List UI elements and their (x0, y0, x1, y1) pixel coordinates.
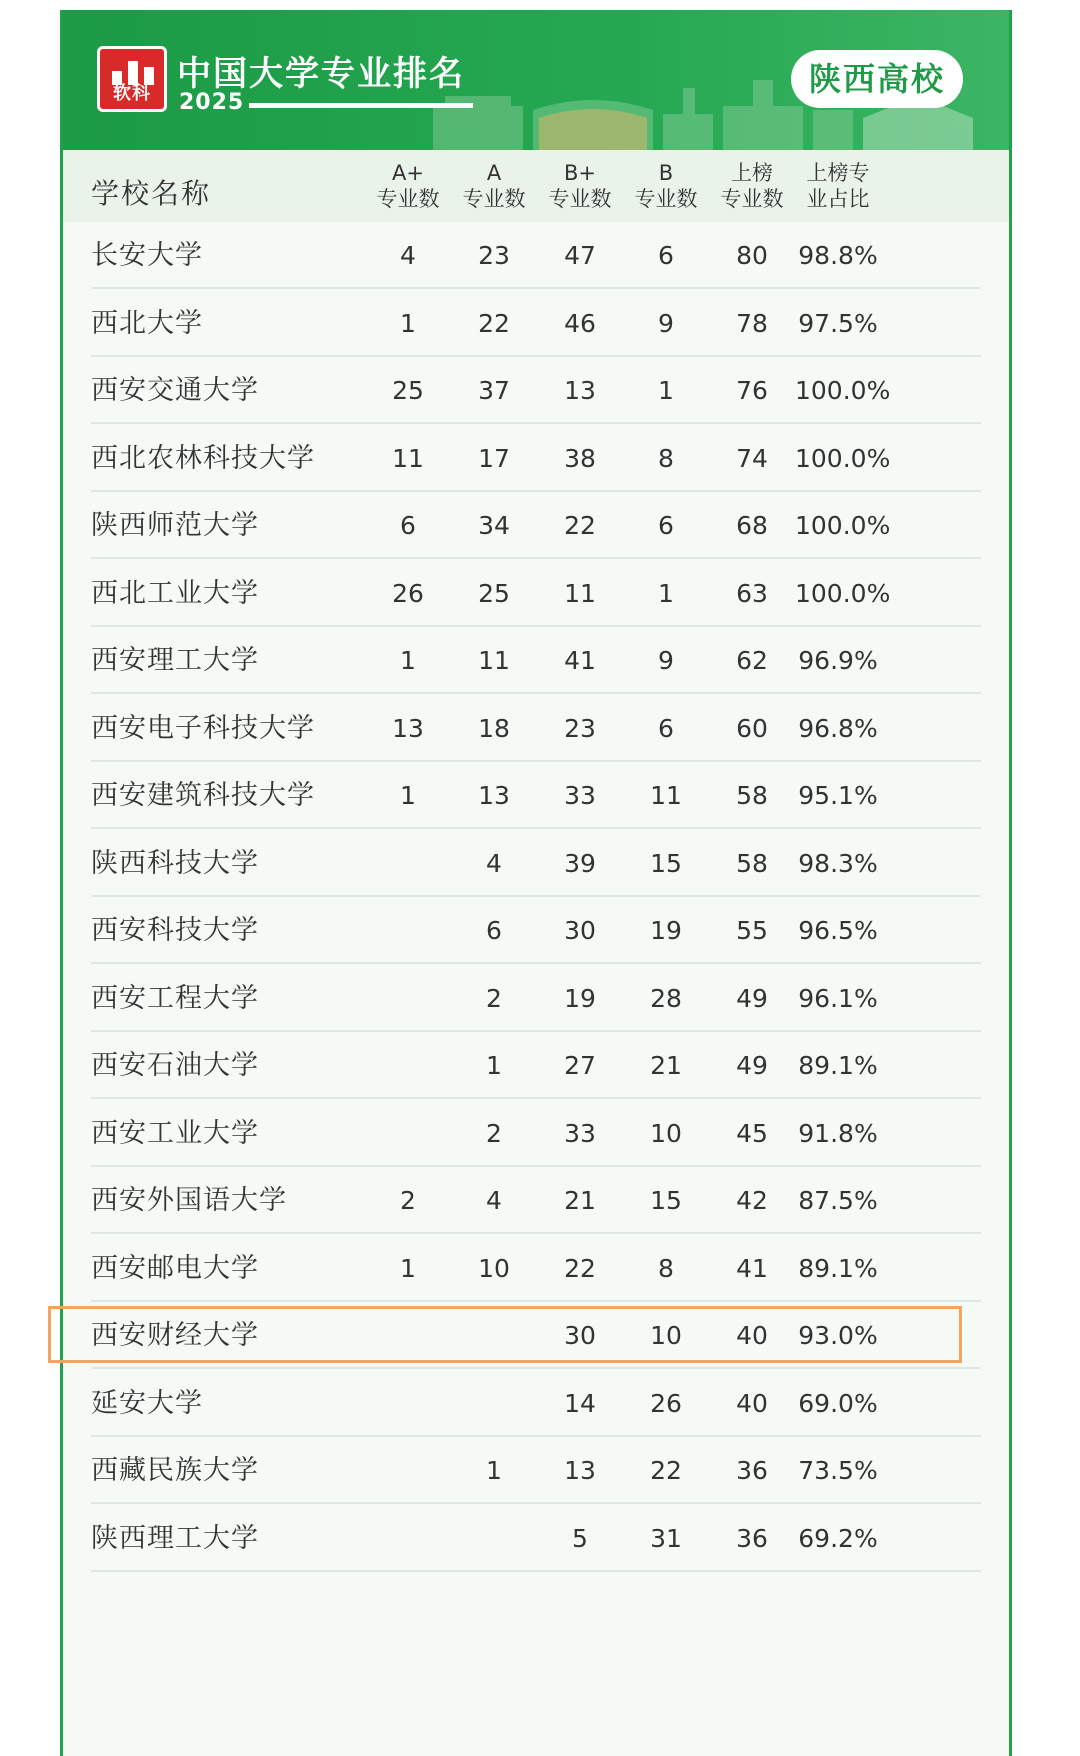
cell-aplus (365, 1437, 451, 1504)
school-name: 西藏民族大学 (91, 1455, 259, 1486)
cell-ratio: 100.0% (795, 578, 891, 608)
cell-listed: 62 (736, 646, 768, 675)
school-name: 西安外国语大学 (91, 1185, 287, 1216)
cell-a: 6 (486, 916, 502, 945)
cell-ratio: 95.1% (798, 781, 878, 810)
cell-a: 10 (478, 1253, 510, 1283)
school-name: 西安工业大学 (91, 1117, 259, 1149)
cell-ratio: 96.8% (798, 713, 878, 743)
cell-ratio: 73.5% (798, 1456, 878, 1485)
cell-listed: 49 (736, 1051, 768, 1080)
cell-b: 6 (658, 713, 674, 743)
table-row (63, 492, 1009, 559)
cell-b: 21 (650, 1051, 682, 1080)
school-name: 西安理工大学 (91, 645, 259, 676)
header-ratio-line2: 业占比 (806, 187, 870, 211)
cell-b: 10 (650, 1321, 682, 1350)
cell-ratio: 89.1% (798, 1253, 878, 1283)
cell-listed: 58 (736, 781, 768, 810)
cell-aplus: 26 (392, 578, 424, 608)
header-listed-line1: 上榜 (731, 161, 773, 185)
table-row (63, 695, 1009, 762)
school-name: 西北大学 (91, 307, 203, 339)
table-row (63, 1370, 1009, 1437)
header-aplus-line1: A+ (392, 161, 424, 185)
cell-aplus: 13 (392, 713, 424, 743)
cell-ratio: 98.3% (798, 848, 878, 878)
header-b-line2: 专业数 (634, 187, 698, 211)
cell-aplus (365, 965, 451, 1032)
header-b (623, 160, 709, 212)
title-underline (249, 103, 473, 108)
cell-ratio: 69.0% (798, 1388, 878, 1418)
cell-listed: 40 (736, 1321, 768, 1350)
cell-b: 31 (650, 1523, 682, 1553)
cell-a: 1 (486, 1456, 502, 1485)
cell-bplus: 13 (564, 376, 596, 405)
cell-aplus (365, 830, 451, 897)
table-row (63, 560, 1009, 627)
cell-listed: 78 (736, 308, 768, 338)
table-row (63, 1235, 1009, 1302)
cell-bplus: 13 (564, 1456, 596, 1485)
cell-a: 11 (478, 646, 510, 675)
cell-a: 18 (478, 713, 510, 743)
ranking-year: 2025 (179, 90, 245, 115)
school-name: 陕西师范大学 (91, 510, 259, 541)
school-name: 西安邮电大学 (91, 1252, 259, 1284)
table-row (63, 627, 1009, 694)
school-name: 西北农林科技大学 (91, 442, 315, 474)
cell-listed: 58 (736, 848, 768, 878)
cell-listed: 80 (736, 241, 768, 270)
cell-bplus: 19 (564, 983, 596, 1013)
cell-bplus: 22 (564, 1253, 596, 1283)
cell-b: 9 (658, 646, 674, 675)
cell-aplus: 4 (400, 241, 416, 270)
cell-a (451, 1370, 537, 1437)
cell-listed: 63 (736, 578, 768, 608)
table-row (63, 762, 1009, 829)
header-ratio (795, 160, 881, 212)
cell-b: 1 (658, 376, 674, 405)
header-bplus (537, 160, 623, 212)
cell-bplus: 30 (564, 1321, 596, 1350)
cell-bplus: 30 (564, 916, 596, 945)
cell-ratio: 89.1% (798, 1051, 878, 1080)
highlight-box (48, 1306, 962, 1363)
table-row (63, 1100, 1009, 1167)
cell-b: 9 (658, 308, 674, 338)
cell-listed: 55 (736, 916, 768, 945)
cell-a: 1 (486, 1051, 502, 1080)
cell-b: 6 (658, 511, 674, 540)
page-title: 中国大学专业排名 (177, 54, 465, 94)
cell-bplus: 23 (564, 713, 596, 743)
cell-a: 13 (478, 781, 510, 810)
cell-a: 22 (478, 308, 510, 338)
cell-listed: 49 (736, 983, 768, 1013)
cell-ratio: 100.0% (795, 376, 891, 405)
table-row (63, 357, 1009, 424)
header-bplus-line1: B+ (563, 161, 596, 185)
header-listed (709, 160, 795, 212)
cell-a: 25 (478, 578, 510, 608)
cell-listed: 36 (736, 1456, 768, 1485)
cell-bplus: 46 (564, 308, 596, 338)
cell-aplus: 6 (400, 511, 416, 540)
school-name: 西安财经大学 (91, 1320, 259, 1351)
school-name: 西安工程大学 (91, 982, 259, 1014)
cell-aplus: 1 (400, 308, 416, 338)
cell-b: 11 (650, 781, 682, 810)
cell-b: 28 (650, 983, 682, 1013)
cell-ratio: 69.2% (798, 1523, 878, 1553)
header-listed-line2: 专业数 (720, 187, 784, 211)
cell-b: 15 (650, 848, 682, 878)
cell-ratio: 96.1% (798, 983, 878, 1013)
cell-listed: 60 (736, 713, 768, 743)
cell-listed: 68 (736, 511, 768, 540)
cell-aplus (365, 1032, 451, 1099)
cell-aplus: 1 (400, 1253, 416, 1283)
table-row (63, 1167, 1009, 1234)
header-aplus-line2: 专业数 (376, 187, 440, 211)
cell-listed: 45 (736, 1118, 768, 1148)
cell-a (451, 1505, 537, 1572)
school-name: 西安石油大学 (91, 1050, 259, 1081)
cell-b: 15 (650, 1186, 682, 1215)
table-row (63, 1437, 1009, 1504)
cell-a: 17 (478, 443, 510, 473)
cell-bplus: 39 (564, 848, 596, 878)
cell-b: 19 (650, 916, 682, 945)
school-name: 长安大学 (91, 240, 203, 271)
cell-a: 37 (478, 376, 510, 405)
header-aplus (365, 160, 451, 212)
header-a (451, 160, 537, 212)
cell-bplus: 41 (564, 646, 596, 675)
cell-a: 2 (486, 1118, 502, 1148)
cell-bplus: 5 (572, 1523, 588, 1553)
cell-bplus: 33 (564, 781, 596, 810)
cell-ratio: 96.5% (798, 916, 878, 945)
school-name: 西安电子科技大学 (91, 712, 315, 744)
cell-b: 8 (658, 1253, 674, 1283)
school-name: 延安大学 (91, 1387, 203, 1419)
cell-ratio: 97.5% (798, 308, 878, 338)
cell-bplus: 14 (564, 1388, 596, 1418)
cell-b: 8 (658, 443, 674, 473)
cell-aplus (365, 1505, 451, 1572)
cell-ratio: 91.8% (798, 1118, 878, 1148)
cell-aplus: 11 (392, 443, 424, 473)
cell-listed: 36 (736, 1523, 768, 1553)
cell-aplus (365, 897, 451, 964)
cell-listed: 41 (736, 1253, 768, 1283)
ranking-card (60, 10, 1012, 1756)
cell-b: 26 (650, 1388, 682, 1418)
cell-listed: 42 (736, 1186, 768, 1215)
table-row (63, 290, 1009, 357)
school-name: 西安科技大学 (91, 915, 259, 946)
cell-b: 22 (650, 1456, 682, 1485)
school-name: 西安建筑科技大学 (91, 780, 315, 811)
cell-ratio: 98.8% (798, 241, 878, 270)
cell-listed: 74 (736, 443, 768, 473)
region-badge: 陕西高校 (791, 50, 963, 108)
cell-bplus: 11 (564, 578, 596, 608)
table-row (63, 830, 1009, 897)
banner (63, 10, 1009, 150)
table-row (63, 965, 1009, 1032)
cell-a: 34 (478, 511, 510, 540)
school-name: 西北工业大学 (91, 577, 259, 609)
cell-a: 4 (486, 848, 502, 878)
cell-aplus: 2 (400, 1186, 416, 1215)
table-row (63, 1505, 1009, 1572)
cell-a: 2 (486, 983, 502, 1013)
cell-bplus: 47 (564, 241, 596, 270)
table-row (63, 425, 1009, 492)
table-row (63, 1032, 1009, 1099)
cell-b: 10 (650, 1118, 682, 1148)
cell-a: 4 (486, 1186, 502, 1215)
cell-b: 6 (658, 241, 674, 270)
cell-aplus: 25 (392, 376, 424, 405)
cell-a: 23 (478, 241, 510, 270)
cell-bplus: 33 (564, 1118, 596, 1148)
cell-ratio: 87.5% (798, 1186, 878, 1215)
header-ratio-line1: 上榜专 (806, 161, 870, 185)
cell-ratio: 96.9% (798, 646, 878, 675)
cell-aplus (365, 1370, 451, 1437)
table-row (63, 222, 1009, 289)
cell-bplus: 38 (564, 443, 596, 473)
cell-listed: 76 (736, 376, 768, 405)
logo-text: 软科 (113, 83, 151, 104)
school-name: 西安交通大学 (91, 375, 259, 406)
school-name: 陕西理工大学 (91, 1522, 259, 1554)
cell-aplus: 1 (400, 646, 416, 675)
cell-listed: 40 (736, 1388, 768, 1418)
header-b-line1: B (658, 161, 674, 185)
cell-ratio: 100.0% (795, 443, 891, 473)
table-row (63, 897, 1009, 964)
header-a-line1: A (486, 161, 502, 185)
cell-ratio: 100.0% (795, 511, 891, 540)
cell-ratio: 93.0% (798, 1321, 878, 1350)
cell-aplus: 1 (400, 781, 416, 810)
school-name: 陕西科技大学 (91, 847, 259, 879)
cell-bplus: 22 (564, 511, 596, 540)
header-bplus-line2: 专业数 (548, 187, 612, 211)
cell-bplus: 27 (564, 1051, 596, 1080)
cell-b: 1 (658, 578, 674, 608)
header-school-name: 学校名称 (91, 177, 212, 210)
header-a-line2: 专业数 (462, 187, 526, 211)
cell-aplus (365, 1100, 451, 1167)
row-divider (91, 1570, 981, 1572)
cell-bplus: 21 (564, 1186, 596, 1215)
shanghai-ranking-logo (97, 46, 167, 112)
